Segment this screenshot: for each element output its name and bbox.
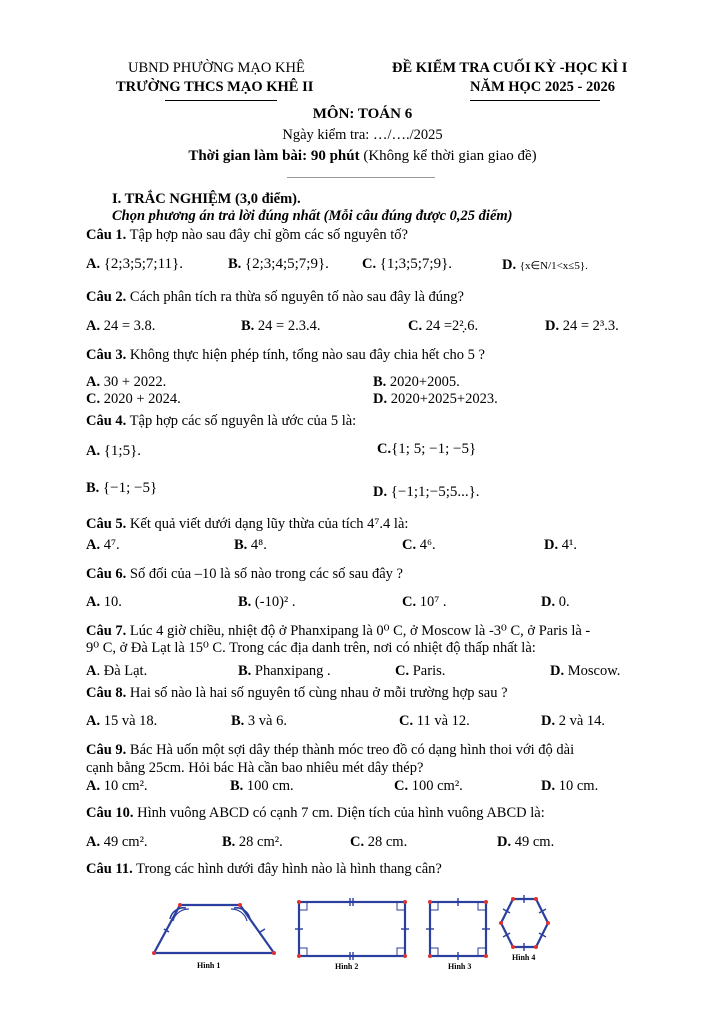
question-9-line2: cạnh bằng 25cm. Hỏi bác Hà cần bao nhiêu mét dây thép? [86, 760, 424, 776]
q10-option-a: A. 49 cm². [86, 834, 148, 850]
q9-option-d: D. 10 cm. [541, 778, 599, 794]
figure-4-vertices [499, 897, 550, 949]
q5-option-d: D. 4¹. [544, 537, 577, 553]
duration-note: (Không kể thời gian giao đề) [363, 148, 537, 164]
q8-option-c: C. 11 và 12. [399, 713, 470, 729]
question-number: Câu 1. [86, 227, 127, 243]
q2-option-c: C. 24 =2²̣.6. [408, 318, 479, 334]
question-2: Câu 2. Cách phân tích ra thừa số nguyên tố nào sau đây là đúng? [86, 289, 464, 305]
question-1 [86, 227, 408, 244]
q8-option-a: A. 15 và 18. [86, 713, 158, 729]
q8-option-b: B. 3 và 6. [231, 713, 287, 729]
q8-option-d: D. 2 và 14. [541, 713, 606, 729]
question-8: Câu 8. Hai số nào là hai số nguyên tố cùng nhau ở mỗi trường hợp sau ? [86, 685, 508, 701]
q3-option-a: A. 30 + 2022. [86, 374, 167, 390]
section-instruction: Chọn phương án trả lời đúng nhất (Mỗi câu đúng được 0,25 điểm) [112, 208, 513, 224]
q6-option-d: D. 0. [541, 594, 570, 610]
figure-2-label: Hình 2 [335, 962, 359, 971]
section-title: I. TRẮC NGHIỆM (3,0 điểm). [112, 191, 301, 207]
q5-option-c: C. 4⁶. [402, 537, 436, 553]
q3-option-b: B. 2020+2005. [373, 374, 460, 390]
q7-option-b: B. Phanxipang . [238, 663, 331, 679]
q7-option-d: D. Moscow. [550, 663, 621, 679]
exam-date: Ngày kiểm tra: …/…./2025 [282, 127, 443, 143]
school-district: UBND PHƯỜNG MẠO KHÊ [128, 60, 305, 76]
question-4: Câu 4. Tập hợp các số nguyên là ước của 5 là: [86, 413, 357, 429]
q7-option-a: A. Đà Lạt. [86, 663, 148, 679]
question-6: Câu 6. Số đối của –10 là số nào trong các số sau đây ? [86, 566, 403, 582]
question-3: Câu 3. Không thực hiện phép tính, tổng nào sau đây chia hết cho 5 ? [86, 347, 485, 363]
q2-option-d: D. 24 = 2³.3. [545, 318, 619, 334]
subject-title: MÔN: TOÁN 6 [312, 106, 413, 122]
question-text: Tập hợp nào sau đây chỉ gồm các số nguyên tố? [129, 227, 408, 243]
q4-option-a: A. {1;5}. [86, 443, 142, 459]
q1-option-a: A. {2;3;5;7;11}. [86, 256, 183, 272]
exam-duration [0, 148, 725, 165]
q4-option-b: B. {−1; −5} [86, 480, 158, 496]
header-left-underline [165, 100, 277, 101]
figure-2-rectangle [295, 898, 409, 960]
school-year: NĂM HỌC 2025 - 2026 [470, 79, 615, 95]
question-11: Câu 11. Trong các hình dưới đây hình nào là hình thang cân? [86, 861, 442, 877]
q9-option-c: C. 100 cm². [394, 778, 463, 794]
figure-4-label: Hình 4 [512, 953, 536, 962]
q9-option-a: A. 10 cm². [86, 778, 148, 794]
exam-title: ĐỀ KIỂM TRA CUỐI KỲ -HỌC KÌ I [392, 60, 628, 76]
q2-option-a: A. 24 = 3.8. [86, 318, 156, 334]
question-10: Câu 10. Hình vuông ABCD có cạnh 7 cm. Diện tích của hình vuông ABCD là: [86, 805, 545, 821]
q6-option-a: A. 10. [86, 594, 122, 610]
question-7: Câu 7. Lúc 4 giờ chiều, nhiệt độ ở Phanxipang là 0⁰ C, ở Moscow là -3⁰ C, ở Paris là - [86, 623, 591, 639]
q10-option-c: C. 28 cm. [350, 834, 408, 850]
q3-option-d: D. 2020+2025+2023. [373, 391, 498, 407]
figure-4-hexagon [501, 895, 548, 951]
q5-option-b: B. 4⁸. [234, 537, 267, 553]
figures-panel [140, 890, 590, 972]
figure-1-label: Hình 1 [197, 961, 221, 970]
duration-label: Thời gian làm bài: 90 phút [188, 148, 360, 164]
header-right-underline [470, 100, 600, 101]
question-9: Câu 9. Bác Hà uốn một sợi dây thép thành móc treo đồ có dạng hình thoi với độ dài [86, 742, 575, 758]
figure-3-vertices [428, 900, 488, 958]
figure-3-label: Hình 3 [448, 962, 472, 971]
q4-option-c: C.{1; 5; −1; −5} [377, 441, 477, 457]
q10-option-b: B. 28 cm². [222, 834, 283, 850]
q5-option-a: A. 4⁷. [86, 537, 120, 553]
q3-option-c: C. 2020 + 2024. [86, 391, 181, 407]
q7-option-c: C. Paris. [395, 663, 446, 679]
q6-option-c: C. 10⁷ . [402, 594, 447, 610]
q1-option-b: B. {2;3;4;5;7;9}. [228, 256, 329, 272]
q2-option-b: B. 24 = 2.3.4. [241, 318, 321, 334]
header-divider [287, 177, 435, 178]
q1-option-d: D. {x∈N/1<x≤5}. [502, 257, 588, 273]
figure-3-square [426, 898, 490, 960]
figure-2-vertices [297, 900, 407, 958]
question-7-line2: 9⁰ C, ở Đà Lạt là 15⁰ C. Trong các địa danh trên, nơi có nhiệt độ thấp nhất là: [86, 640, 536, 656]
q10-option-d: D. 49 cm. [497, 834, 555, 850]
question-5: Câu 5. Kết quả viết dưới dạng lũy thừa của tích 4⁷.4 là: [86, 516, 409, 532]
q6-option-b: B. (-10)² . [238, 594, 296, 610]
figure-1-trapezoid [154, 905, 274, 953]
q1-option-c: C. {1;3;5;7;9}. [362, 256, 453, 272]
q9-option-b: B. 100 cm. [230, 778, 294, 794]
q4-option-d: D. {−1;1;−5;5...}. [373, 484, 480, 500]
school-name: TRƯỜNG THCS MẠO KHÊ II [116, 79, 314, 95]
